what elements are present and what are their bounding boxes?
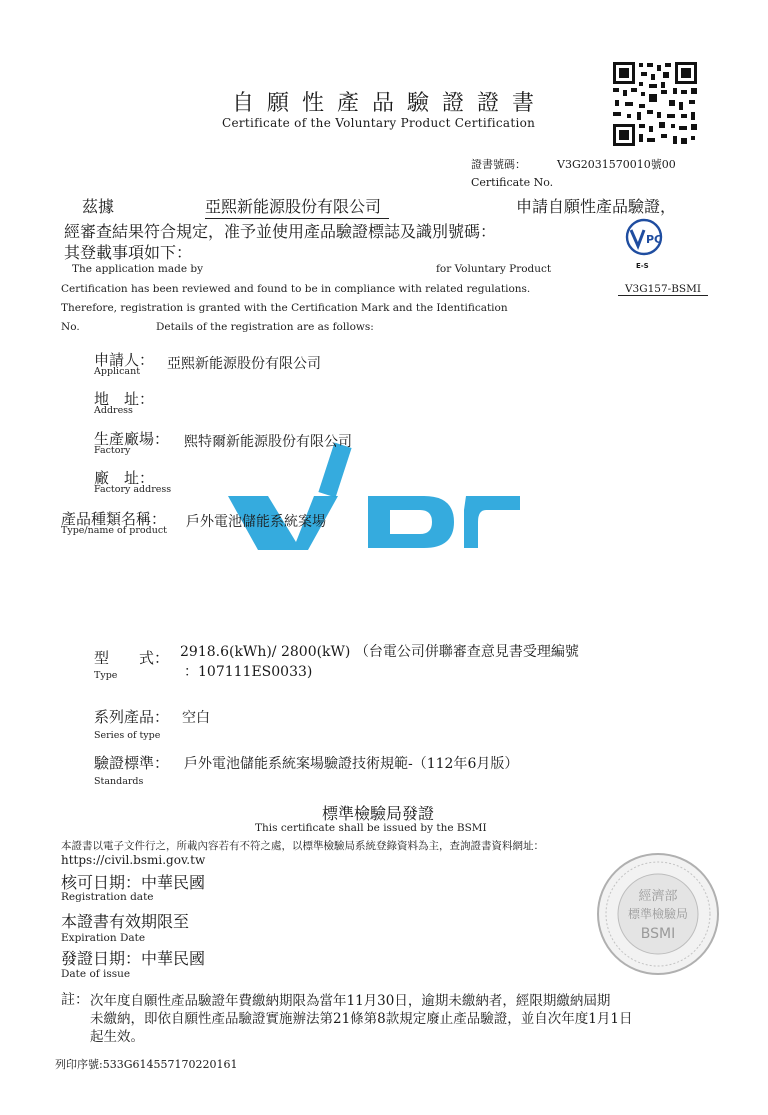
series-value: 空白 xyxy=(182,710,210,726)
footnote-prefix: 註： xyxy=(61,992,89,1008)
series-en: Series of type xyxy=(94,730,161,741)
en-line4b: Details of the registration are as follows: xyxy=(156,321,374,333)
standards-label: 驗證標準： xyxy=(94,754,170,772)
product-label: 產品種類名稱： xyxy=(61,510,167,528)
product-value: 戶外電池儲能系統案場 xyxy=(186,514,326,530)
svg-text:PC: PC xyxy=(646,233,663,246)
seal-line1: 經濟部 xyxy=(638,889,678,904)
title-en: Certificate of the Voluntary Product Certification xyxy=(222,116,536,130)
en-line1b: for Voluntary Product xyxy=(436,263,552,275)
issue-date-label: 發證日期：中華民國 xyxy=(61,949,206,968)
applicant-label: 申請人： xyxy=(94,351,155,369)
print-serial: 列印序號:533G614557170220161 xyxy=(55,1058,238,1071)
footnote-line3: 起生效。 xyxy=(90,1029,144,1045)
factory-en: Factory xyxy=(94,445,131,456)
factory-address-label: 廠 址： xyxy=(94,469,155,487)
type-value-2: ：107111ES0033) xyxy=(184,664,313,680)
cert-no-label-en: Certificate No. xyxy=(471,176,554,189)
id-code: V3G157-BSMI xyxy=(618,283,708,296)
type-en: Type xyxy=(94,670,118,681)
registration-date-en: Registration date xyxy=(61,891,154,903)
vpc-mark-icon xyxy=(624,218,664,258)
factory-value: 熙特爾新能源股份有限公司 xyxy=(184,434,352,450)
expiration-date-label: 本證書有效期限至 xyxy=(61,912,190,931)
issued-by-zh: 標準檢驗局發證 xyxy=(322,804,435,823)
en-line2: Certification has been reviewed and found to be in compliance with related regulations. xyxy=(61,283,531,295)
intro-line3: 其登載事項如下： xyxy=(64,243,193,262)
qr-code-icon xyxy=(611,60,699,148)
intro-line2: 經審查結果符合規定，准予並使用產品驗證標誌及識別號碼： xyxy=(64,222,497,241)
cert-no-label-zh: 證書號碼： xyxy=(471,158,526,171)
intro-suffix: 申請自願性產品驗證， xyxy=(516,197,677,216)
footnote-line1: 次年度自願性產品驗證年費繳納期限為當年11月30日，逾期未繳納者，經限期繳納屆期 xyxy=(90,993,611,1009)
cert-no-value: V3G2031570010號00 xyxy=(557,158,676,171)
seal-line2: 標準檢驗局 xyxy=(627,907,689,921)
en-line3: Therefore, registration is granted with the Certification Mark and the Identification xyxy=(61,302,508,314)
standards-en: Standards xyxy=(94,776,144,787)
factory-label: 生產廠場： xyxy=(94,430,170,448)
product-en: Type/name of product xyxy=(61,525,167,536)
seal-line3: BSMI xyxy=(640,926,676,942)
address-en: Address xyxy=(94,405,133,416)
intro-prefix: 茲據 xyxy=(82,197,115,216)
type-label: 型 式： xyxy=(94,649,170,667)
notice-zh: 本證書以電子文件行之，所載內容若有不符之處，以標準檢驗局系統登錄資料為主，查詢證書資料網址： xyxy=(61,840,544,852)
applicant-en: Applicant xyxy=(94,366,141,377)
expiration-date-en: Expiration Date xyxy=(61,932,146,944)
bsmi-seal-icon xyxy=(596,852,720,976)
factory-address-en: Factory address xyxy=(94,484,172,495)
issue-date-en: Date of issue xyxy=(61,968,131,980)
type-value-1: 2918.6(kWh)/ 2800(kW) （台電公司併聯審查意見書受理編號 xyxy=(180,644,579,660)
issued-by-en: This certificate shall be issued by the BSMI xyxy=(255,822,487,834)
intro-company: 亞熙新能源股份有限公司 xyxy=(205,194,389,219)
vpc-sub: E-S xyxy=(636,262,649,270)
series-label: 系列產品： xyxy=(94,708,170,726)
en-line4a: No. xyxy=(61,321,80,333)
footnote-line2: 未繳納，即依自願性產品驗證實施辦法第21條第8款規定廢止產品驗證，並自次年度1月1日 xyxy=(90,1011,633,1027)
bsmi-url: https://civil.bsmi.gov.tw xyxy=(61,853,206,867)
title-zh: 自願性產品驗證證書 xyxy=(232,91,548,116)
registration-date-label: 核可日期：中華民國 xyxy=(61,873,206,892)
en-line1a: The application made by xyxy=(72,263,204,275)
applicant-value: 亞熙新能源股份有限公司 xyxy=(167,356,321,372)
address-label: 地 址： xyxy=(94,390,155,408)
standards-value: 戶外電池儲能系統案場驗證技術規範-（112年6月版） xyxy=(184,756,519,772)
